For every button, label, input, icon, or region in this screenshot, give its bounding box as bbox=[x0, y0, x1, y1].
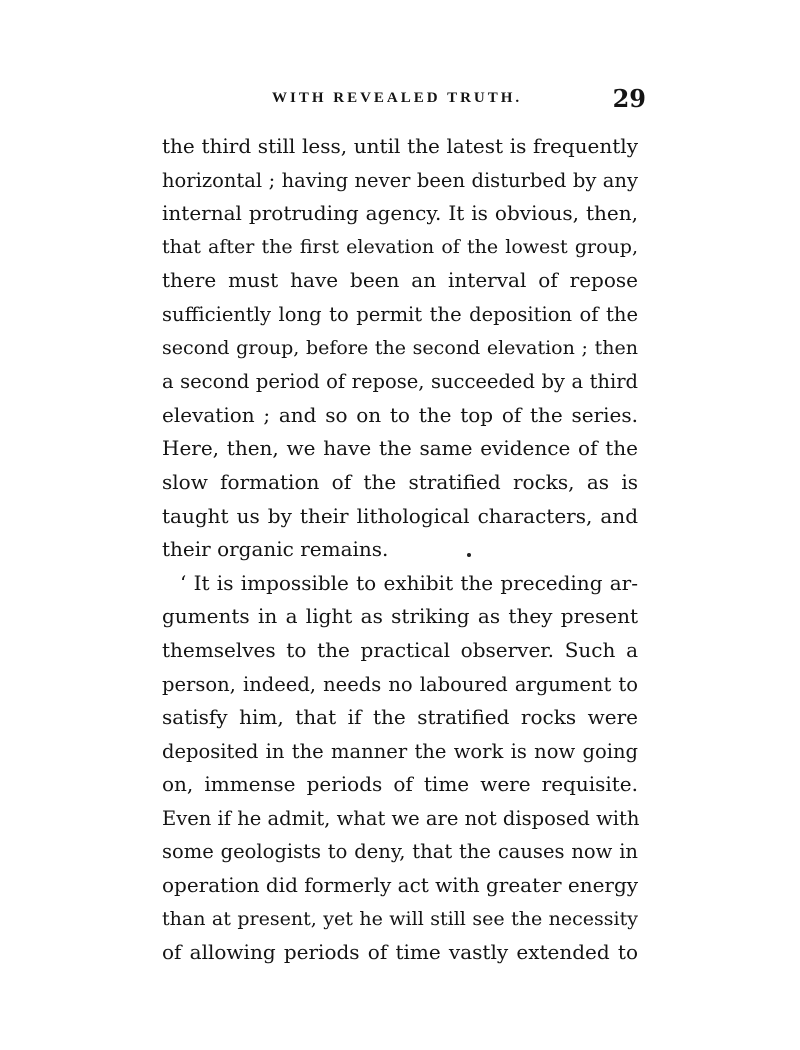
ink-speck bbox=[467, 553, 471, 557]
text-line: there must have been an interval of repose bbox=[162, 268, 638, 293]
page-number: 29 bbox=[612, 84, 646, 113]
text-line: elevation ; and so on to the top of the series. bbox=[162, 402, 638, 427]
text-line: the third still less, until the latest is frequently bbox=[162, 134, 638, 158]
text-line: themselves to the practical observer. Such a bbox=[162, 637, 638, 662]
text-line: sufficiently long to permit the deposition of the bbox=[162, 302, 638, 326]
text-line: of allowing periods of time vastly extended to bbox=[162, 940, 638, 965]
text-line: that after the first elevation of the lowest group, bbox=[162, 235, 638, 258]
body-text bbox=[162, 130, 638, 970]
text-line: operation did formerly act with greater energy bbox=[162, 873, 639, 898]
text-line: horizontal ; having never been disturbed by any bbox=[162, 168, 638, 192]
text-line: person, indeed, needs no laboured argument to bbox=[162, 672, 638, 696]
text-line: second group, before the second elevation ; then bbox=[162, 336, 638, 359]
text-line: some geologists to deny, that the causes now in bbox=[162, 840, 638, 864]
text-line: ‘ It is impossible to exhibit the preceding ar- bbox=[180, 570, 638, 595]
text-line: a second period of repose, succeeded by a third bbox=[162, 370, 638, 394]
text-line: guments in a light as striking as they present bbox=[162, 604, 638, 629]
text-line: taught us by their lithological characters, and bbox=[162, 503, 638, 528]
paragraph-2 bbox=[162, 567, 638, 970]
text-line: slow formation of the stratified rocks, as is bbox=[162, 469, 638, 494]
text-line: on, immense periods of time were requisite. bbox=[162, 772, 638, 797]
paragraph-1 bbox=[162, 130, 638, 567]
text-line: Here, then, we have the same evidence of the bbox=[162, 436, 638, 461]
text-line: deposited in the manner the work is now going bbox=[162, 739, 638, 763]
text-line: internal protruding agency. It is obvious, then, bbox=[162, 201, 638, 226]
text-line: Even if he admit, what we are not disposed with bbox=[162, 806, 640, 830]
running-head bbox=[160, 84, 646, 118]
text-line: their organic remains. bbox=[162, 537, 389, 562]
text-line: satisfy him, that if the stratified rocks were bbox=[162, 705, 638, 730]
running-title: WITH REVEALED TRUTH. bbox=[272, 90, 523, 106]
text-line: than at present, yet he will still see the necessity bbox=[162, 907, 638, 930]
